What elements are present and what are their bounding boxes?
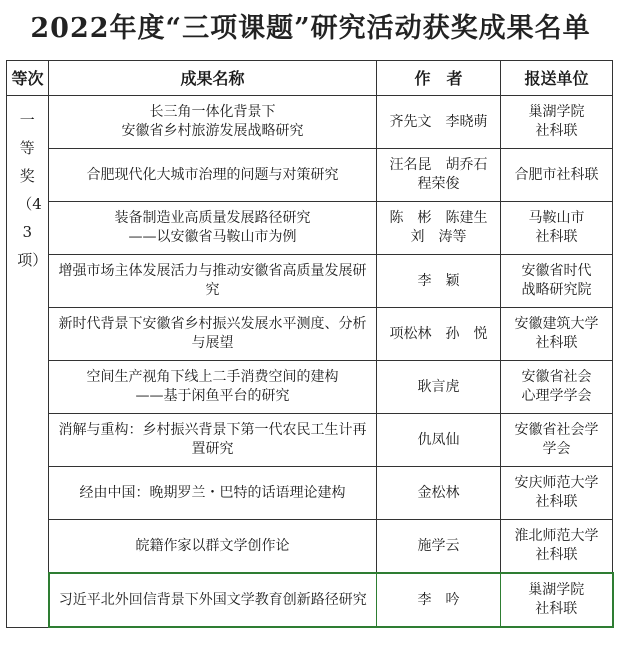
rank-cell	[7, 96, 49, 628]
awards-table	[6, 60, 614, 628]
table-row-highlighted	[7, 573, 613, 627]
work-unit: 安徽建筑大学 社科联	[501, 308, 613, 361]
table-row	[7, 96, 613, 149]
work-unit: 安庆师范大学 社科联	[501, 467, 613, 520]
work-author: 汪名昆 胡乔石 程荣俊	[377, 149, 501, 202]
table-row	[7, 202, 613, 255]
table-row	[7, 255, 613, 308]
table-row	[7, 467, 613, 520]
work-title: 经由中国：晚期罗兰・巴特的话语理论建构	[49, 467, 377, 520]
header-author: 作 者	[377, 61, 501, 96]
header-name: 成果名称	[49, 61, 377, 96]
work-author: 李 吟	[377, 573, 501, 627]
table-row	[7, 149, 613, 202]
work-unit: 马鞍山市 社科联	[501, 202, 613, 255]
table-row	[7, 520, 613, 574]
table-body	[7, 96, 613, 628]
work-title: 消解与重构：乡村振兴背景下第一代农民工生计再置研究	[49, 414, 377, 467]
work-title: 长三角一体化背景下 安徽省乡村旅游发展战略研究	[49, 96, 377, 149]
table-header-row	[7, 61, 613, 96]
work-title: 合肥现代化大城市治理的问题与对策研究	[49, 149, 377, 202]
table-row	[7, 414, 613, 467]
table-row	[7, 308, 613, 361]
work-unit: 安徽省社会学 学会	[501, 414, 613, 467]
work-author: 李 颖	[377, 255, 501, 308]
work-unit: 安徽省社会 心理学学会	[501, 361, 613, 414]
work-author: 齐先文 李晓萌	[377, 96, 501, 149]
work-unit: 巢湖学院 社科联	[501, 96, 613, 149]
work-author: 金松林	[377, 467, 501, 520]
work-title: 增强市场主体发展活力与推动安徽省高质量发展研究	[49, 255, 377, 308]
work-author: 陈 彬 陈建生 刘 涛等	[377, 202, 501, 255]
work-unit: 合肥市社科联	[501, 149, 613, 202]
document-title: 2022年度“三项课题”研究活动获奖成果名单	[30, 13, 591, 44]
rank-label: 一等奖（43项）	[17, 111, 48, 269]
work-title: 装备制造业高质量发展路径研究 ——以安徽省马鞍山市为例	[49, 202, 377, 255]
header-unit: 报送单位	[501, 61, 613, 96]
work-title: 习近平北外回信背景下外国文学教育创新路径研究	[49, 573, 377, 627]
work-author: 项松林 孙 悦	[377, 308, 501, 361]
work-title: 皖籍作家以群文学创作论	[49, 520, 377, 574]
work-author: 耿言虎	[377, 361, 501, 414]
work-unit: 巢湖学院 社科联	[501, 573, 613, 627]
work-title: 空间生产视角下线上二手消费空间的建构 ——基于闲鱼平台的研究	[49, 361, 377, 414]
work-unit: 淮北师范大学 社科联	[501, 520, 613, 574]
header-rank: 等次	[7, 61, 49, 96]
work-title: 新时代背景下安徽省乡村振兴发展水平测度、分析与展望	[49, 308, 377, 361]
work-author: 仇凤仙	[377, 414, 501, 467]
work-unit: 安徽省时代 战略研究院	[501, 255, 613, 308]
work-author: 施学云	[377, 520, 501, 574]
table-row	[7, 361, 613, 414]
